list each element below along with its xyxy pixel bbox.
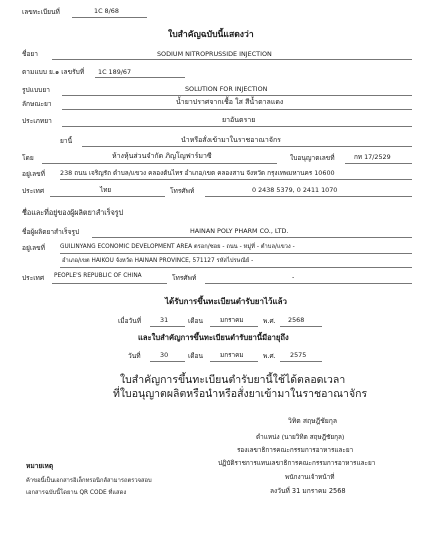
expiry-month: มกราคม [220,351,244,359]
validity-line-2: ที่ใบอนุญาตผลิตหรือนำหรือสั่งยาเข้ามาในราชอาณาจักร [113,388,368,400]
signatory-position: ตำแหน่ง (นายวิทิต สฤษฎีชัยกุล) [256,433,345,441]
manufacturer-value: HAINAN POLY PHARM CO., LTD. [190,227,289,235]
phone-value: 0 2438 5379, 0 2411 1070 [252,186,338,194]
expiry-year-label: พ.ศ. [263,352,276,360]
signatory-title-1: รองเลขาธิการคณะกรรมการอาหารและยา [237,446,354,454]
approval-day: 31 [160,316,169,324]
expiry-heading: และใบสำคัญการขึ้นทะเบียนตำรับยานี้มีอายุถึง [138,333,289,342]
registration-value: 1C 8/68 [94,7,119,15]
note-label: หมายเหตุ [26,462,54,470]
mfr-address-underline-1 [60,253,412,254]
category-underline [62,126,412,127]
drug-type-value: นำหรือสั่งเข้ามาในราชอาณาจักร [181,136,281,144]
phone-underline [205,196,412,197]
license-value: กท 17/2529 [354,153,391,161]
certificate-heading: ใบสำคัญฉบับนี้แสดงว่า [168,30,254,40]
approval-date-prefix: เมื่อวันที่ [118,317,142,325]
mfr-country-underline [52,283,167,284]
approval-year-label: พ.ศ. [263,317,276,325]
category-label: ประเภทยา [22,117,52,125]
expiry-month-label: เดือน [188,352,204,360]
phone-label: โทรศัพท์ [170,187,195,195]
country-underline [50,196,165,197]
note-line-1: ค้าขอนี้เป็นเอกสารอิเล็กทรอนิกส์สามารถตรวจสอบ [26,478,152,484]
address-underline [60,179,412,180]
approval-month: มกราคม [220,316,244,324]
drug-name-underline [52,59,412,60]
expiry-date-prefix: วันที่ [128,352,141,360]
signatory-name: วิทิต สฤษฎีชัยกุล [288,417,338,425]
mfr-country-label: ประเทศ [22,274,45,282]
expiry-month-underline [210,361,258,362]
address-label: อยู่เลขที่ [22,170,45,178]
mfr-address-line-2: อำเภอ/เขต HAIKOU จังหวัด HAINAN PROVINCE, 571127 รหัสไปรษณีย์ - [62,258,254,264]
dosage-form-value: SOLUTION FOR INJECTION [185,85,268,93]
mfr-phone-value: - [292,273,295,281]
mfr-address-label: อยู่เลขที่ [22,244,45,252]
mfr-country-value: PEOPLE'S REPUBLIC OF CHINA [54,273,142,279]
mfr-address-line-1: GUILINYANG ECONOMIC DEVELOPMENT AREA ตรอก/ซอย - ถนน - หมู่ที่ - ตำบล/แขวง - [60,244,295,250]
company-underline [42,163,277,164]
approval-month-label: เดือน [188,317,204,325]
signatory-date: ลงวันที่ 31 มกราคม 2568 [270,487,346,495]
formula-underline [95,77,185,78]
approval-day-underline [150,326,185,327]
manufacturer-label: ชื่อผู้ผลิตยาสำเร็จรูป [22,228,80,236]
mfr-phone-label: โทรศัพท์ [172,274,197,282]
drug-name-label: ชื่อยา [22,50,39,58]
expiry-day: 30 [160,351,169,359]
address-value: 238 ถนน เจริญรัถ ตำบล/แขวง คลองต้นไทร อำเภอ/เขต คลองสาน จังหวัด กรุงเทพมหานคร 10600 [60,169,335,177]
license-underline [345,163,412,164]
registration-label: เลขทะเบียนที่ [22,8,60,16]
signatory-title-3: พนักงานเจ้าหน้าที่ [285,473,335,481]
country-value: ไทย [100,186,112,194]
registration-underline [72,17,147,18]
mfr-phone-underline [205,283,412,284]
expiry-year-underline [280,361,322,362]
signatory-title-2: ปฏิบัติราชการแทนเลขาธิการคณะกรรมการอาหารและยา [218,459,376,467]
drug-name-value: SODIUM NITROPRUSSIDE INJECTION [157,50,272,58]
drug-type-label: ยานี้ [60,137,73,145]
formula-label: ตามแบบ ย.๑ เลขรับที่ [22,68,85,76]
approval-heading: ได้รับการขึ้นทะเบียนตำรับยาไว้แล้ว [165,297,288,306]
formula-value: 1C 189/67 [98,68,132,76]
dosage-form-underline [62,95,412,96]
license-label: ใบอนุญาตเลขที่ [290,154,335,162]
approval-month-underline [210,326,258,327]
manufacturer-section-heading: ชื่อและที่อยู่ของผู้ผลิตยาสำเร็จรูป [22,208,124,217]
company-value: ห้างหุ้นส่วนจำกัด ภิญโญฟาร์มาซี [112,152,212,160]
manufacturer-underline [92,237,412,238]
characteristics-label: ลักษณะยา [22,100,52,108]
mfr-address-underline-2 [60,267,412,268]
dosage-form-label: รูปแบบยา [22,86,50,94]
characteristics-underline [62,109,412,110]
expiry-day-underline [150,361,185,362]
country-label: ประเทศ [22,187,45,195]
validity-line-1: ใบสำคัญการขึ้นทะเบียนตำรับยานี้ใช้ได้ตลอดเวลา [120,374,346,386]
drug-type-underline [82,146,412,147]
expiry-year: 2575 [290,351,307,359]
approval-year-underline [280,326,322,327]
category-value: ยาอันตราย [222,116,256,124]
company-label: โดย [22,154,34,162]
note-line-2: เอกสารฉบับนี้โดยาน QR CODE ที่แสดง [26,490,127,496]
approval-year: 2568 [288,316,305,324]
characteristics-value: น้ำยาปราศจากเชื้อ ใส สีน้ำตาลแดง [176,98,284,106]
